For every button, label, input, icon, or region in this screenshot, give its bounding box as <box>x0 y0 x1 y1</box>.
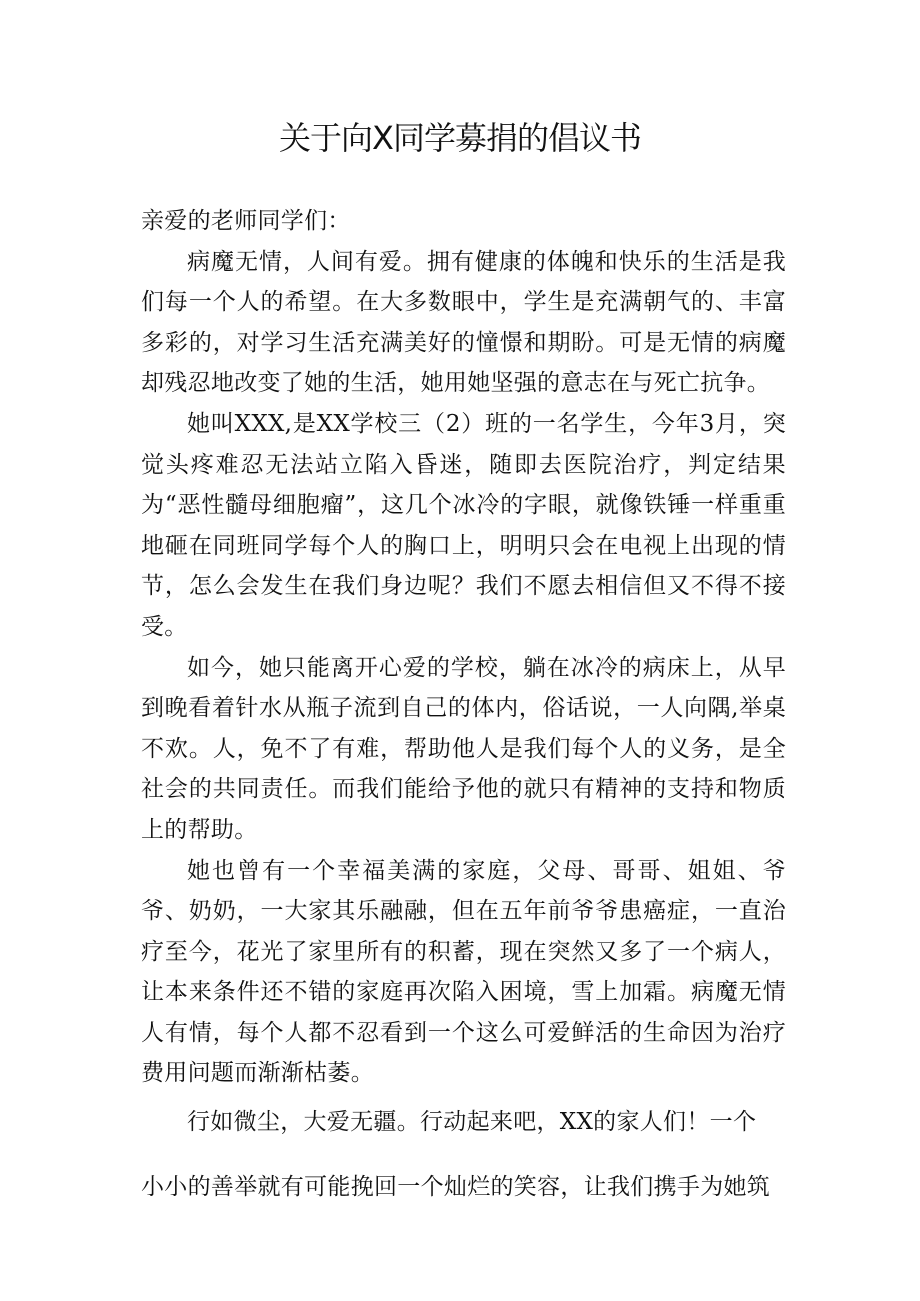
closing-line-1: 行如微尘，大爱无疆。行动起来吧，XX的家人们！一个 <box>187 1109 757 1135</box>
document-title: 关于向X同学募捐的倡议书 <box>279 119 641 157</box>
document-body <box>141 201 786 1094</box>
paragraph-1: 病魔无情，人间有爱。拥有健康的体魄和快乐的生活是我们每一个人的希望。在大多数眼中，学生是充满朝气的、丰富多彩的，对学习生活充满美好的憧憬和期盼。可是无情的病魔却残忍地改变了她的生活，她用她坚强的意志在与死亡抗争。 <box>141 248 786 397</box>
closing-paragraph <box>141 1102 786 1207</box>
paragraph-3: 如今，她只能离开心爱的学校，躺在冰冷的病床上，从早到晚看着针水从瓶子流到自己的体内，俗话说，一人向隅,举桌不欢。人，免不了有难，帮助他人是我们每个人的义务，是全社会的共同责任。而我们能给予他的就只有精神的支持和物质上的帮助。 <box>141 654 786 843</box>
salutation: 亲爱的老师同学们： <box>141 208 351 234</box>
paragraph-4: 她也曾有一个幸福美满的家庭，父母、哥哥、姐姐、爷爷、奶奶，一大家其乐融融，但在五年前爷爷患癌症，一直治疗至今，花光了家里所有的积蓄，现在突然又多了一个病人，让本来条件还不错的家庭再次陷入困境，雪上加霜。病魔无情人有情，每个人都不忍看到一个这么可爱鲜活的生命因为治疗费用问题而渐渐枯萎。 <box>141 857 786 1087</box>
closing-line-2: 小小的善举就有可能挽回一个灿烂的笑容，让我们携手为她筑 <box>141 1173 771 1200</box>
paragraph-2: 她叫XXX,是XX学校三（2）班的一名学生，今年3月，突觉头疼难忍无法站立陷入昏迷，随即去医院治疗，判定结果为“恶性髓母细胞瘤”，这几个冰冷的字眼，就像铁锤一样重重地砸在同班同学每个人的胸口上，明明只会在电视上出现的情节，怎么会发生在我们身边呢？我们不愿去相信但又不得不接受。 <box>141 410 786 640</box>
